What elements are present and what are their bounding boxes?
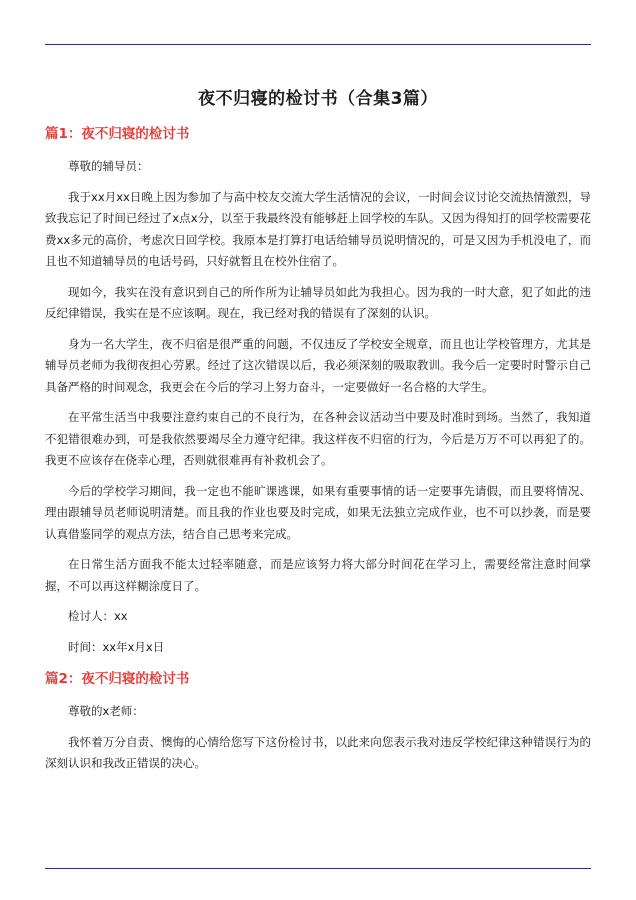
- section-heading: 篇1：夜不归寝的检讨书: [45, 126, 190, 142]
- paragraph: 在日常生活方面我不能太过轻率随意，而是应该努力将大部分时间花在学习上，需要经常注意时间掌握，不可以再这样糊涂度日了。: [45, 557, 591, 593]
- date-line: 时间：xx年x月x日: [68, 639, 165, 654]
- document-title: 夜不归寝的检讨书（合集3篇）: [198, 89, 438, 109]
- paragraph: 我怀着万分自责、懊悔的心情给您写下这份检讨书，以此来向您表示我对违反学校纪律这种错误行为的深刻认识和我改正错误的决心。: [45, 734, 591, 770]
- paragraph: 在平常生活当中我要注意约束自己的不良行为，在各种会议活动当中要及时准时到场。当然了，我知道不犯错很难办到，可是我依然要竭尽全力遵守纪律。我这样夜不归宿的行为，今后是万万不可以再犯了的。我更不应该存在侥幸心理，否则就很难再有补救机会了。: [45, 410, 591, 467]
- signer-line: 检讨人：xx: [68, 609, 128, 623]
- footer-rule: [45, 868, 591, 869]
- header-rule: [45, 44, 591, 45]
- section-heading: 篇2：夜不归寝的检讨书: [45, 671, 190, 687]
- paragraph: 身为一名大学生，夜不归宿是很严重的问题，不仅违反了学校安全规章，而且也让学校管理方，尤其是辅导员老师为我彻夜担心劳累。经过了这次错误以后，我必须深刻的吸取教训。我今后一定要时时警示自己具备严格的时间观念，我更会在今后的学习上努力奋斗，一定要做好一名合格的大学生。: [45, 336, 591, 394]
- paragraph: 现如今，我实在没有意识到自己的所作所为让辅导员如此为我担心。因为我的一时大意，犯了如此的违反纪律错误，我实在是不应该啊。现在，我已经对我的错误有了深刻的认识。: [45, 284, 591, 320]
- salutation: 尊敬的辅导员：: [68, 159, 149, 173]
- document-body: [45, 122, 591, 784]
- paragraph: 我于xx月xx日晚上因为参加了与高中校友交流大学生活情况的会议，一时间会议讨论交流热情激烈，导致我忘记了时间已经过了x点x分，以至于我最终没有能够赶上回学校的车队。又因为得知打的回学校需要花费xx多元的高价，考虑次日回学校。我原本是打算打电话给辅导员说明情况的，可是又因为手机没电了，而且也不知道辅导员的电话号码，只好就暂且在校外住宿了。: [45, 189, 591, 268]
- paragraph: 今后的学校学习期间，我一定也不能旷课逃课，如果有重要事情的话一定要事先请假，而且要将情况、理由跟辅导员老师说明清楚。而且我的作业也要及时完成，如果无法独立完成作业，也不可以抄袭，而是要认真借鉴同学的观点方法，结合自己思考来完成。: [45, 483, 591, 541]
- salutation: 尊敬的x老师：: [68, 704, 144, 718]
